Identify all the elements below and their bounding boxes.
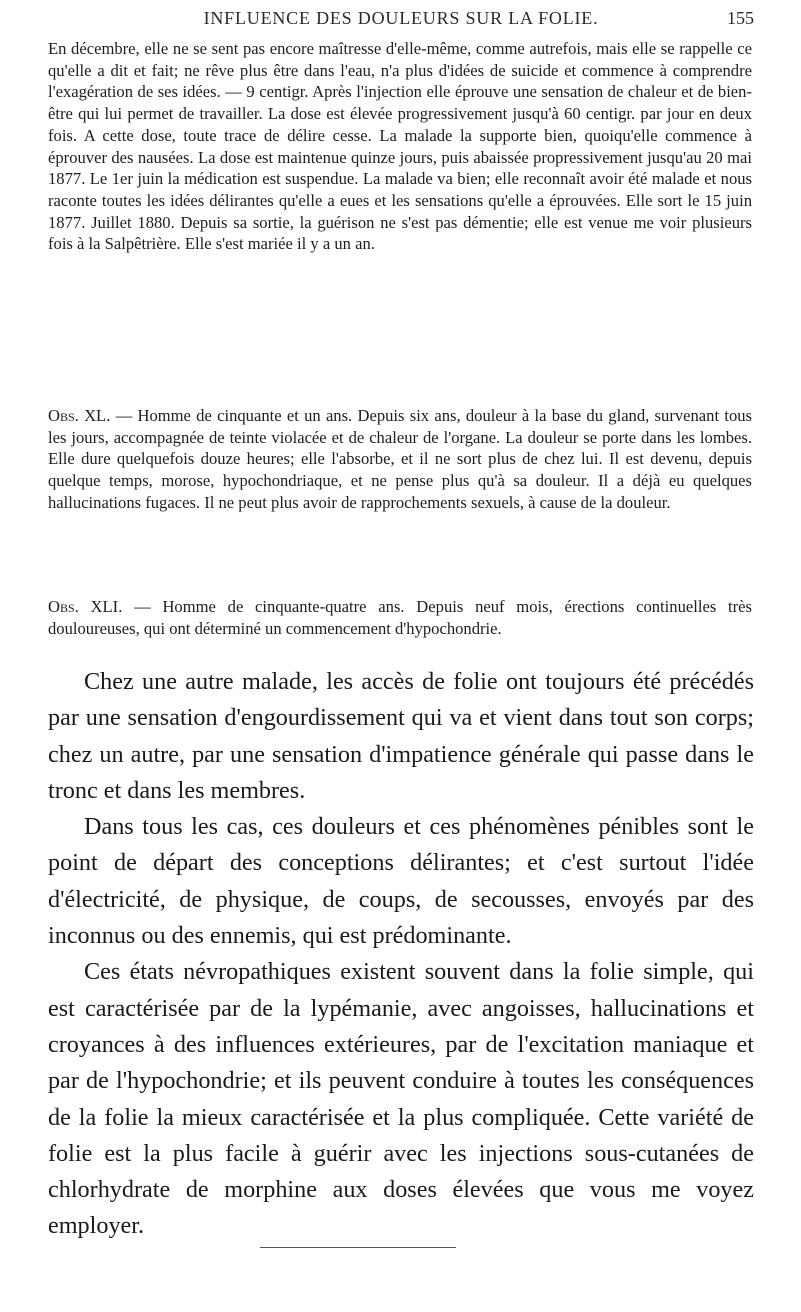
case-continuation-paragraph	[48, 38, 752, 255]
body-paragraph: Ces états névropathiques existent souvent dans la folie simple, qui est caractérisée par de la lypémanie, avec angoisses, hallucinations et croyances à des influences extérieures, par de l'excitation maniaque et par de l'hypochondrie; et ils peuvent conduire à toutes les conséquences de la folie la mieux caractérisée et la plus compliquée. Cette variété de folie est la plus facile à guérir avec les injections sous-cutanées de chlorhydrate de morphine aux doses élevées que vous me voyez employer.	[48, 958, 754, 1240]
running-title: INFLUENCE DES DOULEURS SUR LA FOLIE.	[203, 8, 599, 28]
page-number: 155	[727, 8, 754, 28]
observation-xli	[48, 596, 752, 639]
page-header	[48, 8, 754, 32]
main-body-text	[48, 664, 754, 1245]
observation-text: — Homme de cinquante-quatre ans. Depuis neuf mois, érections continuelles très douloureuses, qui ont déterminé un commencement d'hypochondrie.	[48, 597, 752, 638]
paragraph-text: En décembre, elle ne se sent pas encore maîtresse d'elle-même, comme autrefois, mais elle se rappelle ce qu'elle a dit et fait; ne rêve plus être dans l'eau, n'a plus d'idées de suicide et commence à comprendre l'exagération de ses idées. — 9 centigr. Après l'injection elle éprouve une sensation de chaleur et de bien-être qui lui permet de travailler. La dose est élevée progressivement jusqu'à 60 centigr. par jour en deux fois. A cette dose, toute trace de délire cesse. La malade la supporte bien, quoiqu'elle commence à éprouver des nausées. La dose est maintenue quinze jours, puis abaissée propressivement jusqu'au 20 mai 1877. Le 1er juin la médication est suspendue. La malade va bien; elle reconnaît avoir été malade et nous raconte toutes les idées délirantes qu'elle a eues et les sensations qu'elle a éprouvées. Elle sort le 15 juin 1877. Juillet 1880. Depuis sa sortie, la guérison ne s'est pas démentie; elle est venue me voir plusieurs fois à la Salpêtrière. Elle s'est mariée il y a un an.	[48, 39, 752, 254]
observation-paragraph	[48, 405, 752, 514]
observation-label: Obs. XL.	[48, 406, 111, 425]
body-paragraph: Chez une autre malade, les accès de folie ont toujours été précédés par une sensation d'engourdissement qui va et vient dans tout son corps; chez un autre, par une sensation d'impatience générale qui passe dans le tronc et dans les membres.	[48, 668, 754, 804]
observation-paragraph	[48, 596, 752, 639]
body-paragraph: Dans tous les cas, ces douleurs et ces phénomènes pénibles sont le point de départ des conceptions délirantes; et c'est surtout l'idée d'électricité, de physique, de coups, de secousses, envoyés par des inconnus ou des ennemis, qui est prédominante.	[48, 813, 754, 950]
footnote-divider	[260, 1247, 456, 1248]
observation-label: Obs. XLI.	[48, 597, 123, 616]
observation-text: — Homme de cinquante et un ans. Depuis six ans, douleur à la base du gland, survenant tous les jours, accompagnée de teinte violacée et de chaleur de l'organe. La douleur se porte dans les lombes. Elle dure quelquefois douze heures; elle l'absorbe, et il ne sort plus de chez lui. Il est devenu, depuis quelque temps, morose, hypochondriaque, et ne pense plus qu'à sa douleur. Il a déjà eu quelques hallucinations fugaces. Il ne peut plus avoir de rapprochements sexuels, à cause de la douleur.	[48, 406, 752, 512]
observation-xl	[48, 405, 752, 514]
